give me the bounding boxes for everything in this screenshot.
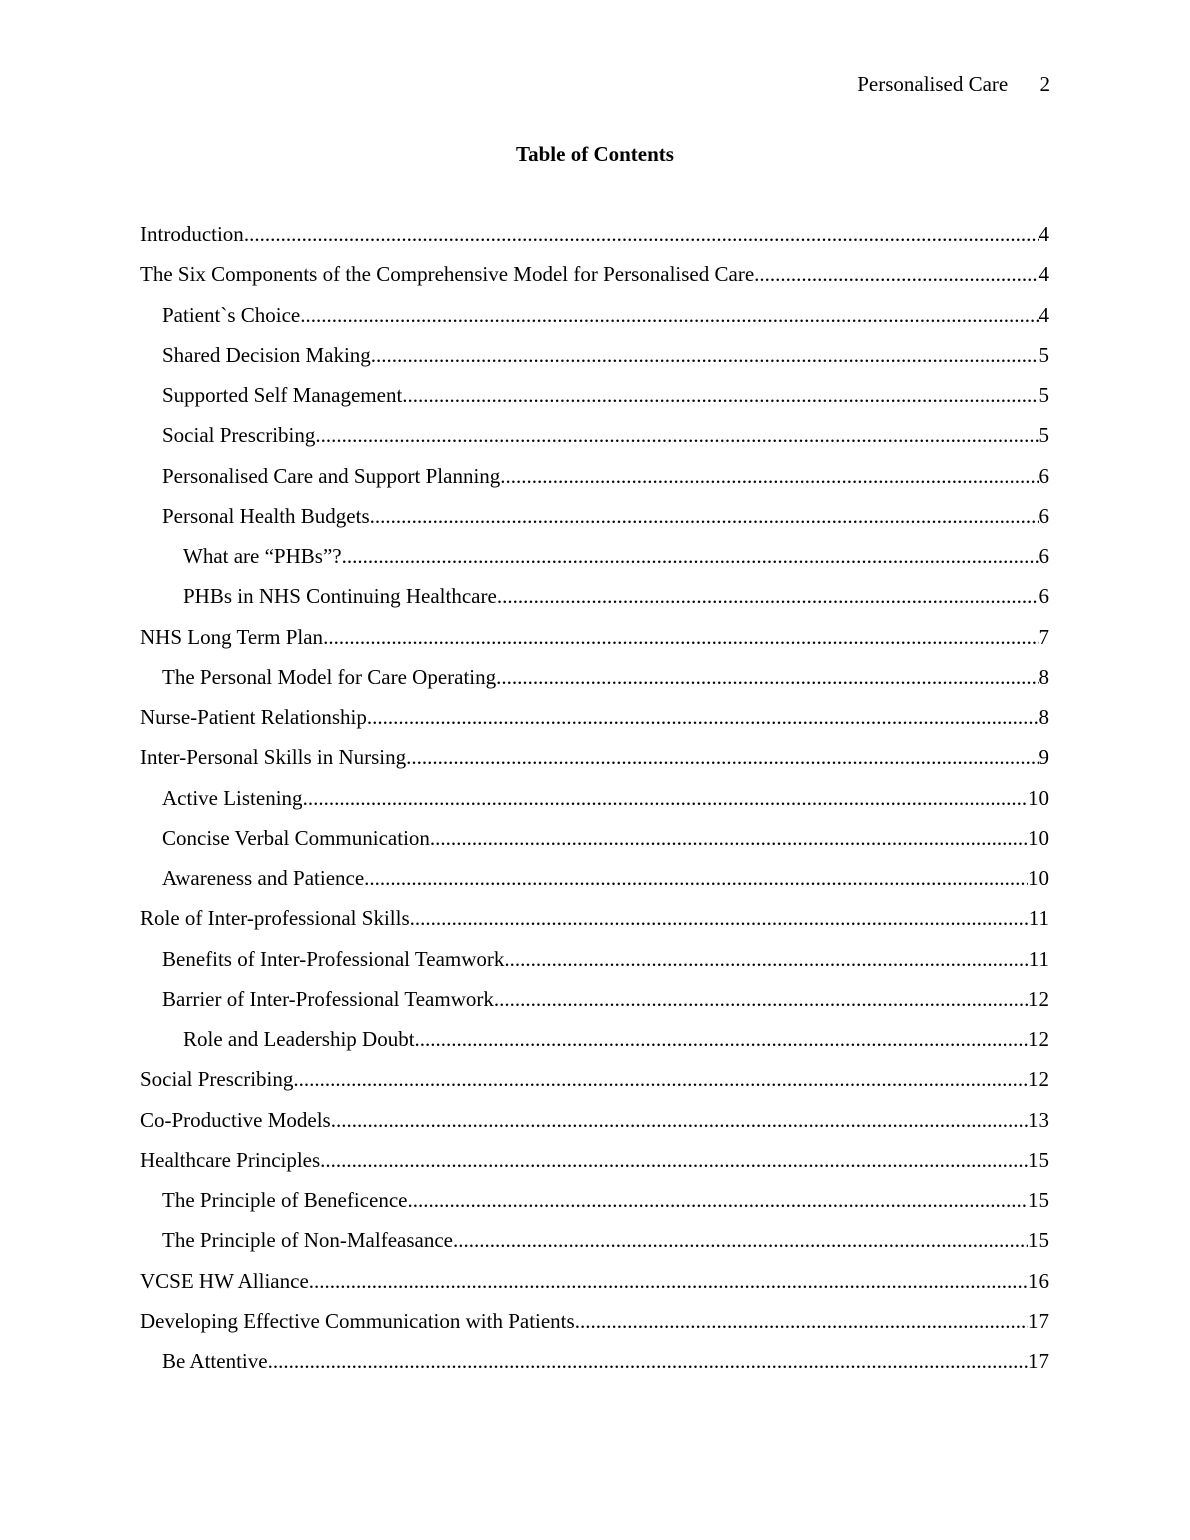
- toc-entry-page: 15: [1028, 1188, 1049, 1212]
- toc-dot-leader: [244, 220, 1039, 248]
- running-header-title: Personalised Care: [857, 72, 1009, 96]
- toc-dot-leader: [453, 1226, 1028, 1254]
- toc-dot-leader: [370, 502, 1039, 530]
- toc-dot-leader: [754, 260, 1038, 288]
- toc-entry-page: 4: [1038, 302, 1049, 327]
- toc-entry-page: 5: [1038, 383, 1049, 407]
- toc-entry-title: PHBs in NHS Continuing Healthcare: [183, 584, 497, 609]
- toc-entry-page: 6: [1038, 463, 1049, 488]
- toc-dot-leader: [407, 1186, 1028, 1214]
- toc-entry[interactable]: [140, 1025, 1049, 1065]
- toc-entry[interactable]: [140, 1146, 1049, 1186]
- toc-entry[interactable]: [140, 381, 1049, 421]
- toc-entry-title: The Principle of Beneficence: [162, 1188, 408, 1212]
- toc-dot-leader: [415, 1025, 1028, 1053]
- toc-entry-page: 15: [1028, 1228, 1049, 1253]
- toc-entry[interactable]: [140, 260, 1049, 300]
- toc-entry-page: 11: [1028, 946, 1049, 971]
- toc-entry-page: 17: [1028, 1308, 1049, 1333]
- toc-entry-page: 15: [1028, 1147, 1049, 1172]
- toc-entry-title: The Principle of Non-Malfeasance: [162, 1228, 453, 1253]
- toc-entry-page: 6: [1038, 584, 1049, 609]
- toc-entry[interactable]: [140, 1347, 1049, 1387]
- toc-entry-title: VCSE HW Alliance: [140, 1268, 309, 1293]
- toc-entry[interactable]: [140, 462, 1049, 502]
- toc-entry-page: 11: [1028, 906, 1049, 931]
- toc-dot-leader: [406, 743, 1038, 771]
- toc-entry-title: Concise Verbal Communication: [162, 825, 430, 850]
- toc-entry[interactable]: [140, 1186, 1049, 1226]
- toc-entry-page: 4: [1038, 262, 1049, 287]
- toc-entry-title: Barrier of Inter-Professional Teamwork: [162, 986, 494, 1011]
- toc-dot-leader: [494, 985, 1028, 1013]
- toc-entry-title: Patient`s Choice: [162, 302, 301, 327]
- toc-dot-leader: [364, 864, 1028, 892]
- toc-entry[interactable]: [140, 1267, 1049, 1307]
- toc-entry-page: 12: [1028, 1027, 1049, 1051]
- toc-entry-page: 7: [1038, 624, 1049, 649]
- toc-dot-leader: [575, 1307, 1028, 1335]
- toc-entry-title: Be Attentive: [162, 1349, 268, 1373]
- toc-entry[interactable]: [140, 985, 1049, 1025]
- toc-entry-page: 12: [1028, 986, 1049, 1011]
- toc-entry-page: 6: [1038, 503, 1049, 528]
- toc-entry-page: 8: [1038, 705, 1049, 729]
- toc-entry[interactable]: [140, 1065, 1049, 1105]
- toc-entry[interactable]: [140, 542, 1049, 582]
- toc-dot-leader: [367, 703, 1039, 731]
- toc-dot-leader: [320, 1146, 1028, 1174]
- toc-entry-title: Benefits of Inter-Professional Teamwork: [162, 946, 505, 971]
- toc-entry-title: Personal Health Budgets: [162, 503, 370, 528]
- toc-entry[interactable]: [140, 743, 1049, 783]
- toc-entry[interactable]: [140, 301, 1049, 341]
- toc-dot-leader: [402, 381, 1038, 409]
- toc-dot-leader: [410, 904, 1029, 932]
- toc-entry-page: 10: [1028, 785, 1049, 810]
- toc-entry[interactable]: [140, 341, 1049, 381]
- toc-entry[interactable]: [140, 582, 1049, 622]
- toc-entry-title: Introduction: [140, 222, 244, 246]
- toc-entry[interactable]: [140, 945, 1049, 985]
- toc-dot-leader: [323, 623, 1038, 651]
- toc-entry-title: The Personal Model for Care Operating: [162, 664, 497, 689]
- toc-entry[interactable]: [140, 220, 1049, 260]
- toc-entry-page: 6: [1038, 544, 1049, 568]
- toc-entry-page: 5: [1038, 423, 1049, 448]
- toc-dot-leader: [300, 301, 1038, 329]
- toc-entry[interactable]: [140, 421, 1049, 461]
- toc-entry-page: 5: [1038, 342, 1049, 367]
- toc-dot-leader: [293, 1065, 1028, 1093]
- toc-entry-page: 9: [1038, 745, 1049, 770]
- toc-entry[interactable]: [140, 502, 1049, 542]
- toc-entry-title: Awareness and Patience: [162, 866, 365, 890]
- toc-dot-leader: [496, 663, 1038, 691]
- toc-dot-leader: [268, 1347, 1028, 1375]
- toc-entry-title: The Six Components of the Comprehensive Model for Personalised Care: [140, 262, 755, 287]
- toc-list: [140, 220, 1049, 1387]
- toc-entry[interactable]: [140, 824, 1049, 864]
- toc-entry-title: Role of Inter-professional Skills: [140, 906, 410, 931]
- toc-dot-leader: [371, 341, 1039, 369]
- toc-entry-title: What are “PHBs”?: [183, 544, 342, 568]
- toc-title: Table of Contents: [516, 142, 674, 166]
- toc-entry[interactable]: [140, 1106, 1049, 1146]
- toc-entry-page: 4: [1038, 222, 1049, 246]
- toc-dot-leader: [331, 1106, 1028, 1134]
- toc-dot-leader: [504, 945, 1028, 973]
- page-number: 2: [1039, 72, 1050, 96]
- toc-entry-page: 10: [1028, 825, 1049, 850]
- toc-dot-leader: [342, 542, 1039, 570]
- toc-entry-title: Supported Self Management: [162, 383, 403, 407]
- toc-entry-title: Personalised Care and Support Planning: [162, 463, 501, 488]
- toc-dot-leader: [430, 824, 1028, 852]
- toc-dot-leader: [303, 784, 1028, 812]
- toc-entry-title: Social Prescribing: [162, 423, 316, 448]
- toc-dot-leader: [497, 582, 1039, 610]
- toc-entry-title: Active Listening: [162, 785, 303, 810]
- toc-entry[interactable]: [140, 703, 1049, 743]
- toc-entry-page: 8: [1038, 664, 1049, 689]
- toc-entry-title: Co-Productive Models: [140, 1107, 331, 1132]
- toc-entry[interactable]: [140, 904, 1049, 944]
- toc-dot-leader: [309, 1267, 1028, 1295]
- toc-entry-title: Nurse-Patient Relationship: [140, 705, 367, 729]
- toc-entry-title: Role and Leadership Doubt: [183, 1027, 415, 1051]
- toc-entry-page: 17: [1028, 1349, 1049, 1373]
- toc-entry-page: 16: [1028, 1268, 1049, 1293]
- toc-entry-title: Shared Decision Making: [162, 342, 371, 367]
- toc-entry[interactable]: [140, 623, 1049, 663]
- toc-dot-leader: [500, 462, 1038, 490]
- toc-entry-page: 13: [1028, 1107, 1049, 1132]
- toc-entry[interactable]: [140, 784, 1049, 824]
- toc-entry[interactable]: [140, 1226, 1049, 1266]
- toc-entry[interactable]: [140, 663, 1049, 703]
- toc-entry-title: Inter-Personal Skills in Nursing: [140, 745, 407, 770]
- toc-dot-leader: [315, 421, 1038, 449]
- toc-entry-title: Healthcare Principles: [140, 1147, 321, 1172]
- toc-entry-page: 12: [1028, 1067, 1049, 1092]
- toc-entry-page: 10: [1028, 866, 1049, 890]
- toc-entry-title: Developing Effective Communication with Patients: [140, 1308, 575, 1333]
- toc-entry-title: NHS Long Term Plan: [140, 624, 324, 649]
- toc-entry[interactable]: [140, 864, 1049, 904]
- toc-entry[interactable]: [140, 1307, 1049, 1347]
- running-header: [857, 70, 1050, 98]
- toc-entry-title: Social Prescribing: [140, 1067, 294, 1092]
